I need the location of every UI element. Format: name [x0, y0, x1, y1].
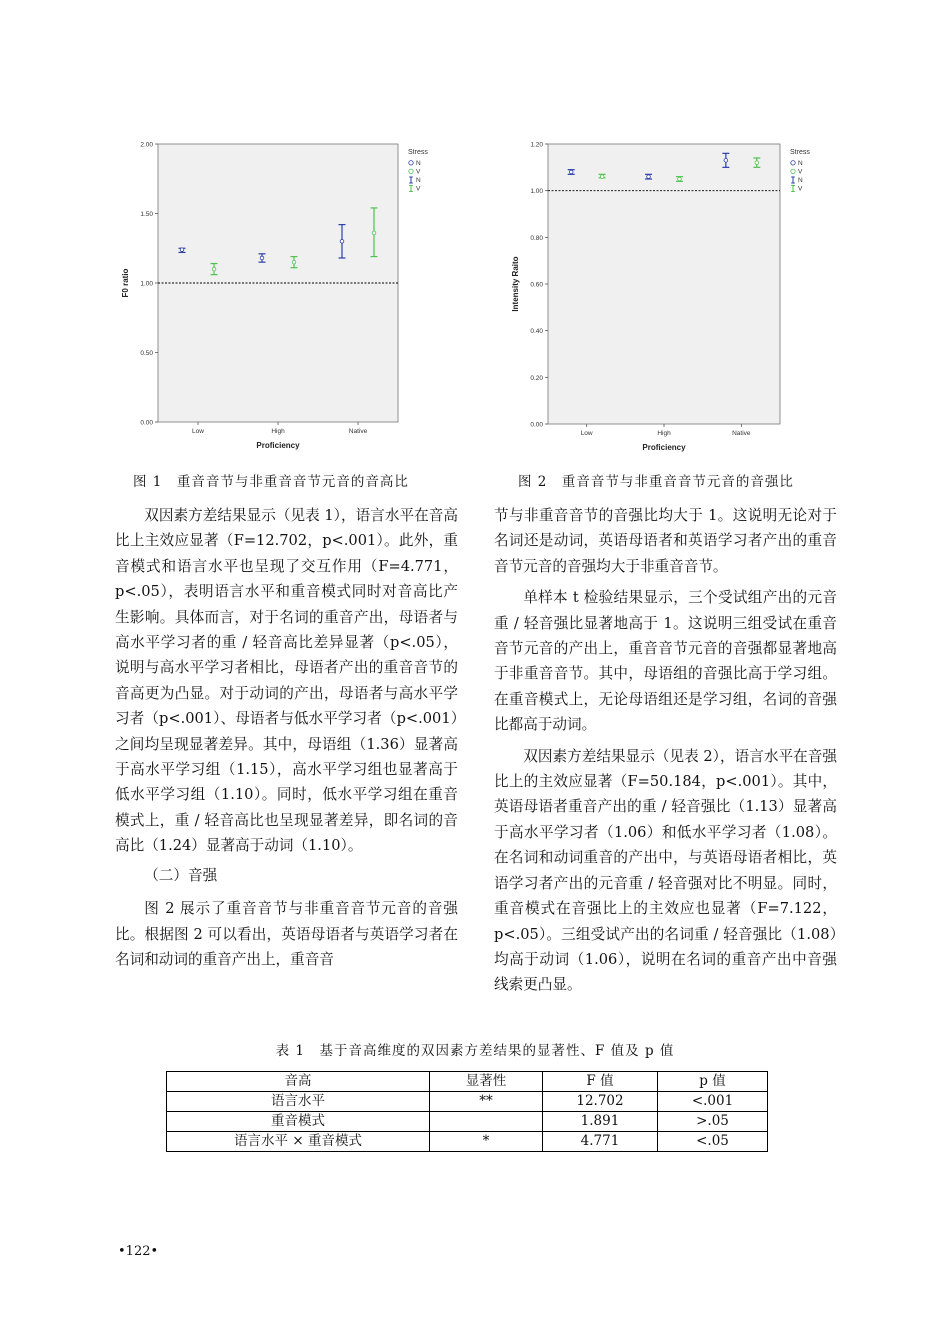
mean-point [292, 260, 296, 264]
mean-point [755, 161, 759, 165]
legend-label: N [416, 177, 421, 184]
x-axis-label: Proficiency [642, 443, 686, 452]
mean-point [260, 256, 264, 260]
y-tick-label: 0.00 [140, 419, 153, 427]
paragraph: 图 2 展示了重音音节与非重音音节元音的音强比。根据图 2 可以看出，英语母语者与英语学习者在名词和动词的重音产出上，重音音 [115, 900, 458, 968]
legend-title: Stress [790, 149, 810, 156]
legend-label: V [798, 185, 803, 193]
table-cell: 12.702 [543, 1092, 658, 1112]
mean-point [180, 248, 184, 252]
legend-label: N [798, 160, 803, 167]
x-tick-label: Native [732, 430, 751, 437]
table-cell: 语言水平 [167, 1092, 430, 1112]
legend-marker-circle [409, 161, 413, 165]
paragraph: 节与非重音音节的音强比均大于 1。这说明无论对于名词还是动词，英语母语者和英语学习者产出的重音音节元音的音强均大于非重音音节。 [494, 507, 837, 575]
table-header: 音高 [167, 1072, 430, 1092]
y-axis-label: Intensity Raito [511, 256, 520, 312]
figure-2-chart [508, 140, 868, 460]
table-header-row [167, 1072, 768, 1092]
table-cell: 重音模式 [167, 1112, 430, 1132]
x-tick-label: High [657, 430, 671, 437]
legend-label: V [416, 168, 421, 176]
table-cell [430, 1112, 543, 1132]
y-tick-label: 2.00 [140, 141, 153, 149]
y-axis-label: F0 ratio [121, 268, 130, 298]
paragraph: 单样本 t 检验结果显示，三个受试组产出的元音重 / 轻音强比显著地高于 1。这说明三组受试在重音音节元音的产出上，重音音节元音的音强都显著地高于非重音音节。其中，母语组的音强比高于学习组。在重音模式上，无论母语组还是学习组，名词的音强比都高于动词。 [494, 589, 837, 734]
legend-label: V [798, 168, 803, 176]
y-tick-label: 1.50 [140, 211, 153, 218]
paragraph: 双因素方差结果显示（见表 2），语言水平在音强比上的主效应显著（F=50.184，p<.001）。其中，英语母语者重音产出的重 / 轻音强比（1.13）显著高于高水平学习者（1.06）和低水平学习者（1.08）。在名词和动词重音的产出中，与英语母语者相比，英语学习者产出的元音重 / 轻音强对比不明显。同时，重音模式在音强比上的主效应也显著（F=7.122，p<.05）。三组受试产出的名词重 / 轻音强比（1.08）均高于动词（1.06），说明在名词的重音产出中音强线索更凸显。 [494, 747, 837, 994]
mean-point [678, 177, 682, 181]
y-tick-label: 0.00 [530, 421, 543, 429]
y-tick-label: 0.60 [530, 281, 543, 289]
mean-point [724, 159, 728, 163]
table-row [167, 1132, 768, 1152]
mean-point [372, 231, 376, 235]
legend-marker-circle [791, 161, 795, 165]
paragraph: 双因素方差结果显示（见表 1），语言水平在音高比上主效应显著（F=12.702，p<.001）。此外，重音模式和语言水平也呈现了交互作用（F=4.771，p<.05），表明语言水平和重音模式同时对音高比产生影响。具体而言，对于名词的重音产出，母语者与高水平学习者的重 / 轻音高比差异显著（p<.05），说明与高水平学习者相比，母语者产出的重音音节的音高更为凸显。对于动词的产出，母语者与高水平学习者（p<.001）、母语者与低水平学习者（p<.001）之间均呈现显著差异。其中，母语组（1.36）显著高于高水平学习组（1.15），高水平学习组也显著高于低水平学习组（1.10）。同时，低水平学习组在重音模式上，重 / 轻音高比也呈现显著差异，即名词的音高比（1.24）显著高于动词（1.10）。 [115, 507, 458, 855]
y-tick-label: 1.00 [530, 188, 543, 196]
figure-1-chart [120, 140, 480, 460]
table-cell: 4.771 [543, 1132, 658, 1152]
x-tick-label: Native [348, 428, 368, 435]
y-tick-label: 1.00 [140, 280, 153, 288]
table-cell: >.05 [658, 1112, 768, 1132]
legend-title: Stress [408, 149, 428, 156]
x-tick-label: High [271, 428, 285, 435]
mean-point [340, 240, 344, 244]
legend-label: V [416, 185, 421, 193]
figure-2-caption: 图 2 重音音节与非重音音节元音的音强比 [518, 474, 794, 490]
legend-marker-circle [791, 169, 795, 173]
figure-2-svg [508, 140, 868, 460]
legend-label: N [416, 160, 421, 167]
table-cell: 1.891 [543, 1112, 658, 1132]
y-tick-label: 0.50 [140, 350, 153, 357]
table-row [167, 1092, 768, 1112]
page-number: •122• [118, 1244, 159, 1259]
table-header: p 值 [658, 1072, 768, 1092]
x-tick-label: Low [580, 430, 593, 437]
legend-marker-circle [409, 169, 413, 173]
y-tick-label: 0.20 [530, 374, 543, 382]
mean-point [569, 170, 573, 174]
section-heading: （二）音强 [144, 866, 218, 884]
table-1-caption: 表 1 基于音高维度的双因素方差结果的显著性、F 值及 p 值 [275, 1043, 675, 1059]
x-tick-label: Low [192, 428, 204, 435]
mean-point [600, 175, 604, 179]
table-row [167, 1112, 768, 1132]
figure-1-svg [120, 140, 480, 460]
mean-point [647, 175, 651, 179]
table-cell: <.001 [658, 1092, 768, 1112]
table-header: 显著性 [430, 1072, 543, 1092]
figure-1-caption: 图 1 重音音节与非重音音节元音的音高比 [133, 474, 409, 490]
legend-label: N [798, 177, 803, 184]
x-axis-label: Proficiency [256, 441, 300, 450]
y-tick-label: 0.80 [530, 234, 543, 242]
table-header: F 值 [543, 1072, 658, 1092]
table-1 [166, 1071, 768, 1152]
table-cell: * [430, 1132, 543, 1152]
plot-area [548, 144, 780, 424]
right-column [494, 503, 837, 998]
y-tick-label: 1.20 [530, 141, 543, 149]
left-column [115, 503, 458, 972]
table-cell: <.05 [658, 1132, 768, 1152]
table-cell: ** [430, 1092, 543, 1112]
mean-point [212, 267, 216, 271]
y-tick-label: 0.40 [530, 328, 543, 336]
table-cell: 语言水平 × 重音模式 [167, 1132, 430, 1152]
